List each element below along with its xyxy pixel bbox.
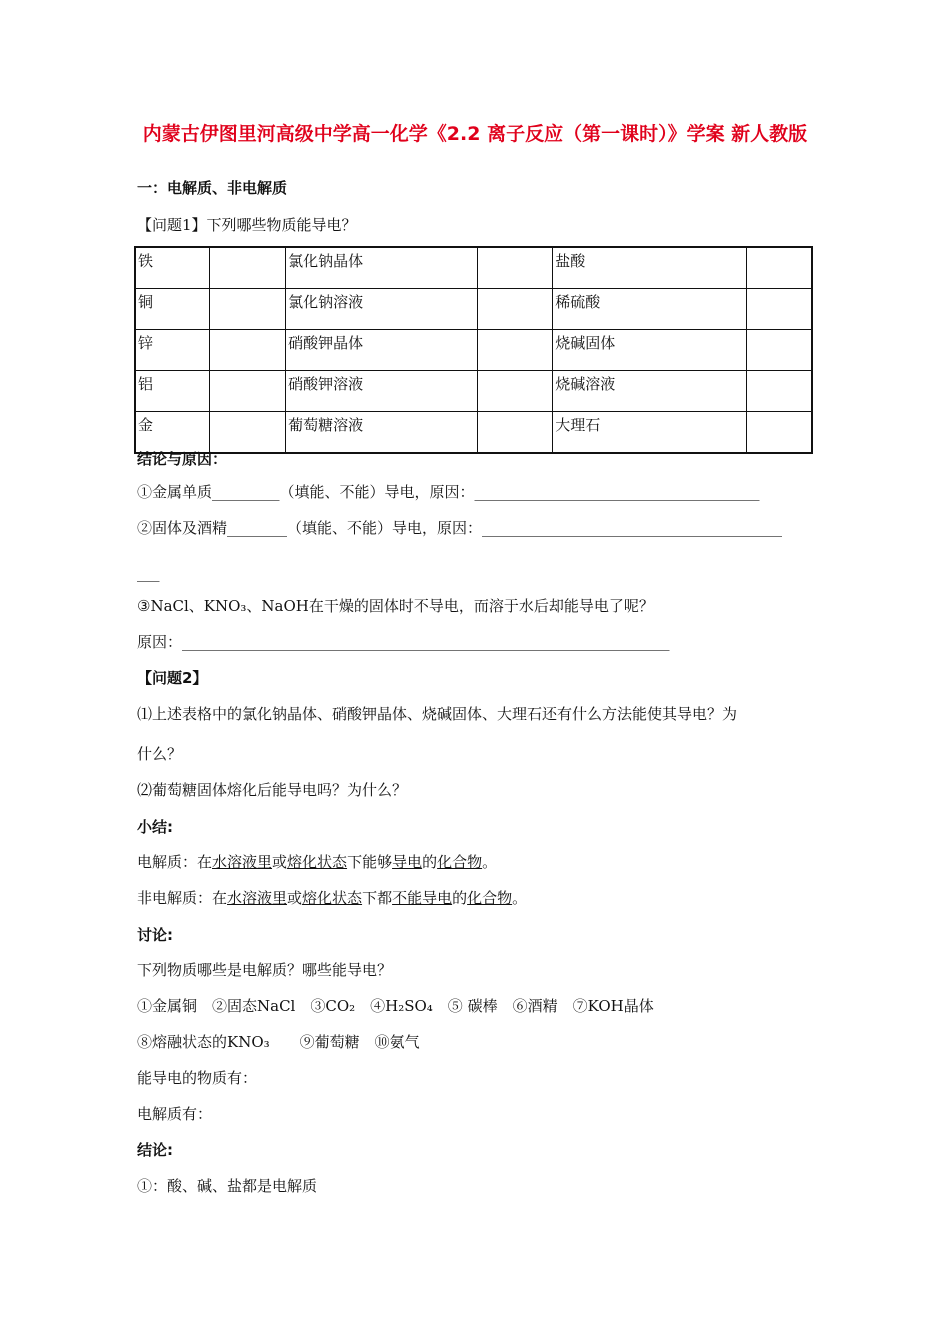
table-cell [210, 412, 286, 454]
table-row [135, 412, 812, 454]
def-underlined: 化合物 [437, 853, 483, 871]
def-underlined: 水溶液里 [212, 853, 273, 871]
conclusion-3: ③NaCl、KNO₃、NaOH在干燥的固体时不导电，而溶于水后却能导电了呢？ [137, 597, 654, 615]
table-cell [746, 412, 812, 454]
def-underlined: 熔化状态 [302, 889, 363, 907]
reason-line: 原因：_________________________________________________________________ [137, 633, 670, 651]
table-cell [478, 371, 553, 412]
table-cell [478, 330, 553, 371]
table-cell [746, 289, 812, 330]
table-cell: 锌 [135, 330, 210, 371]
def-text: 下都 [362, 889, 393, 907]
items-line-1: ①金属铜 ②固态NaCl ③CO₂ ④H₂SO₄ ⑤ 碳棒 ⑥酒精 ⑦KOH晶体 [137, 997, 654, 1015]
def-text: 。 [482, 853, 498, 871]
discussion-heading: 讨论: [137, 926, 173, 944]
electrolyte-definition [137, 852, 497, 872]
table-cell: 硝酸钾溶液 [286, 371, 478, 412]
table-row [135, 289, 812, 330]
document-title: 内蒙古伊图里河高级中学高一化学《2.2 离子反应（第一课时）》学案 新人教版 [142, 123, 808, 145]
question-2-2: ⑵葡萄糖固体熔化后能导电吗？为什么？ [137, 781, 408, 799]
nonelectrolyte-definition [137, 888, 527, 908]
table-cell [478, 247, 553, 289]
table-cell [210, 371, 286, 412]
def-text: 电解质：在 [137, 853, 213, 871]
def-text: 。 [512, 889, 528, 907]
def-text: 下能够 [347, 853, 393, 871]
def-text: 或 [272, 853, 288, 871]
table-cell [210, 289, 286, 330]
conclusion-2-item-1: ①：酸、碱、盐都是电解质 [137, 1177, 318, 1195]
table-cell [478, 289, 553, 330]
def-text: 或 [287, 889, 303, 907]
def-text: 的 [422, 853, 438, 871]
def-underlined: 熔化状态 [287, 853, 348, 871]
table-cell [210, 247, 286, 289]
question-2-1: ⑴上述表格中的氯化钠晶体、硝酸钾晶体、烧碱固体、大理石还有什么方法能使其导电？为 [137, 705, 738, 723]
question-2-1-continued: 什么？ [137, 745, 183, 763]
table-cell: 氯化钠晶体 [286, 247, 478, 289]
conclusion-2-continued: ___ [137, 564, 160, 582]
table-cell [210, 330, 286, 371]
question-1: 【问题1】下列哪些物质能导电？ [137, 216, 357, 234]
conclusion-1: ①金属单质_________（填能、不能）导电，原因：______________________________________ [137, 483, 760, 501]
summary-heading: 小结: [137, 818, 173, 836]
table-cell [746, 247, 812, 289]
def-text: 非电解质：在 [137, 889, 228, 907]
def-underlined: 水溶液里 [227, 889, 288, 907]
materials-table [134, 246, 813, 454]
table-cell: 氯化钠溶液 [286, 289, 478, 330]
table-row [135, 330, 812, 371]
conductive-answer: 能导电的物质有： [137, 1069, 258, 1087]
materials-table-body [135, 247, 812, 453]
conclusion-2-heading: 结论: [137, 1141, 173, 1159]
def-underlined: 导电 [392, 853, 423, 871]
table-cell: 金 [135, 412, 210, 454]
discussion-question: 下列物质哪些是电解质？哪些能导电？ [137, 961, 393, 979]
table-cell: 稀硫酸 [553, 289, 746, 330]
table-cell [746, 330, 812, 371]
table-row [135, 247, 812, 289]
table-cell: 铁 [135, 247, 210, 289]
table-cell: 烧碱溶液 [553, 371, 746, 412]
section-heading: 一：电解质、非电解质 [137, 179, 288, 197]
question-2-heading: 【问题2】 [137, 669, 208, 687]
table-cell: 铜 [135, 289, 210, 330]
table-cell [746, 371, 812, 412]
table-cell: 铝 [135, 371, 210, 412]
table-cell: 大理石 [553, 412, 746, 454]
table-cell: 盐酸 [553, 247, 746, 289]
table-cell: 葡萄糖溶液 [286, 412, 478, 454]
def-underlined: 不能导电 [392, 889, 453, 907]
electrolytes-answer: 电解质有： [137, 1105, 213, 1123]
def-text: 的 [452, 889, 468, 907]
table-cell: 烧碱固体 [553, 330, 746, 371]
table-row [135, 371, 812, 412]
def-underlined: 化合物 [467, 889, 513, 907]
conclusion-2: ②固体及酒精________（填能、不能）导电，原因：________________________________________ [137, 519, 783, 537]
table-cell: 硝酸钾晶体 [286, 330, 478, 371]
table-cell [478, 412, 553, 454]
items-line-2: ⑧熔融状态的KNO₃ ⑨葡萄糖 ⑩氨气 [137, 1033, 420, 1051]
conclusion-heading: 结论与原因： [137, 450, 228, 468]
